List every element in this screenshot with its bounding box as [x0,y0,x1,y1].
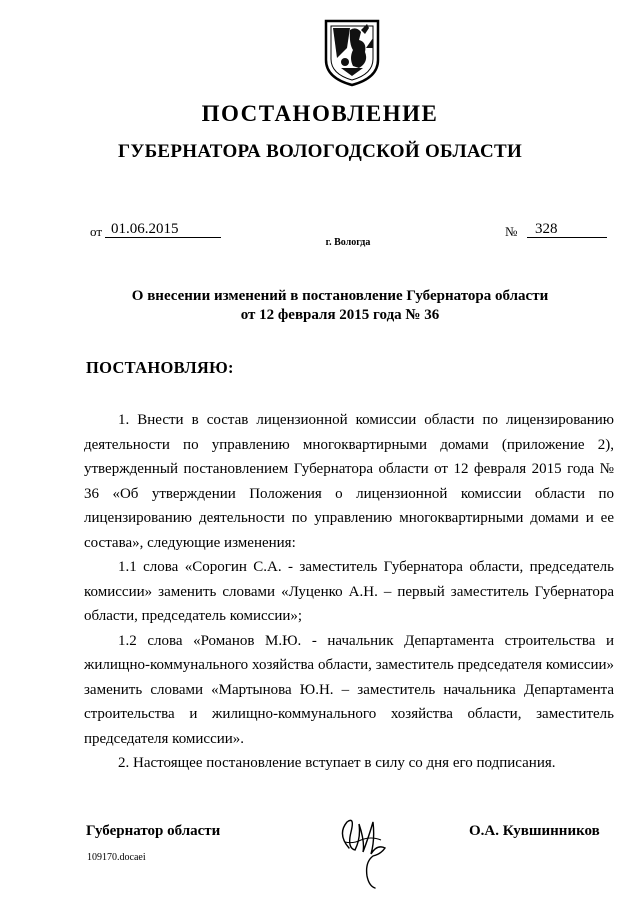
handwritten-signature [335,814,393,890]
subject-line-2: от 12 февраля 2015 года № 36 [240,307,440,323]
document-date: 01.06.2015 [105,221,221,238]
document-subject [90,287,590,325]
document-title: ПОСТАНОВЛЕНИЕ [201,101,439,126]
number-prefix-label: № [505,224,518,239]
coat-of-arms-emblem [323,18,381,88]
city-label: г. Вологда [325,237,371,248]
signer-name: О.А. Кувшинников [469,823,600,839]
paragraph-item-1: 1. Внести в состав лицензионной комиссии области по лицензированию деятельности по управлению многоквартирными домами (приложение 2), утвержденный постановлением Губернатора области от 12 февраля 2015 года № 36 «Об утверждении Положения о лицензионной комиссии области по лицензированию деятельности по управлению многоквартирными домами и ее состава», следующие изменения: [84,412,614,551]
signer-title: Губернатор области [86,823,221,839]
document-file-code: 109170.docaei [87,852,146,863]
paragraph-item-1-2: 1.2 слова «Романов М.Ю. - начальник Департамента строительства и жилищно-коммунального хозяйства области, заместитель председателя комиссии» заменить словами «Мартынова Ю.Н. – заместитель начальника Департамента строительства и жилищно-коммунального хозяйства области, заместитель председателя комиссии». [84,632,614,747]
date-prefix-label: от [90,224,103,239]
decree-heading: ПОСТАНОВЛЯЮ: [86,358,234,377]
paragraph-item-1-1: 1.1 слова «Сорогин С.А. - заместитель Губернатора области, председатель комиссии» заменить словами «Луценко А.Н. – первый заместитель Губернатора области, председатель комиссии»; [84,559,614,624]
document-number: 328 [527,221,607,238]
document-subtitle: ГУБЕРНАТОРА ВОЛОГОДСКОЙ ОБЛАСТИ [117,141,523,162]
paragraph-item-2: 2. Настоящее постановление вступает в силу со дня его подписания. [118,755,556,771]
document-body [84,408,614,776]
subject-line-1: О внесении изменений в постановление Губернатора области [131,288,549,304]
